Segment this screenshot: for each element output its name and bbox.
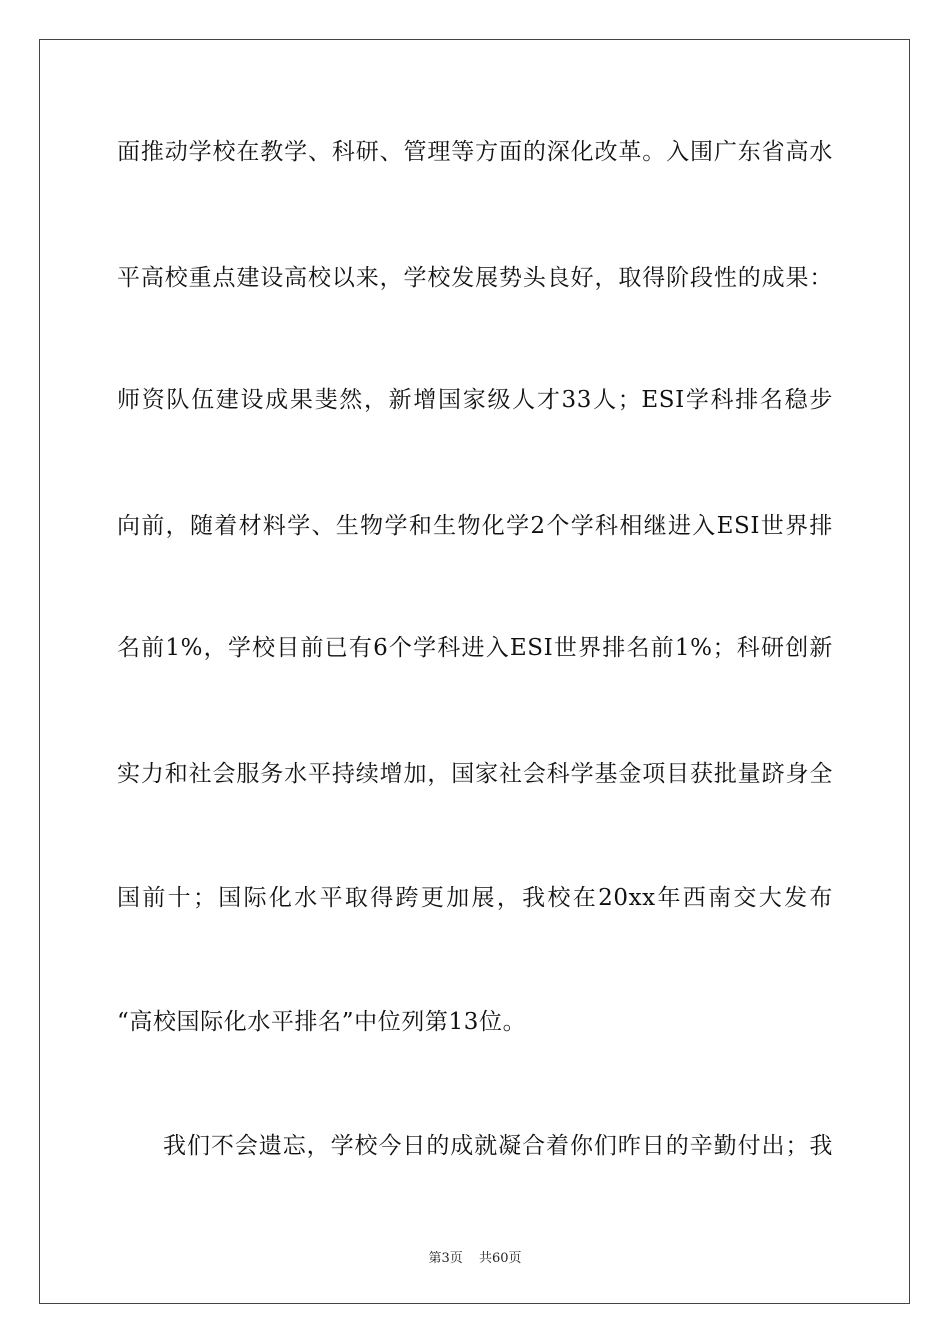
body-text-line-8: “高校国际化水平排名”中位列第13位。	[117, 1009, 527, 1035]
body-text-line-3: 师资队伍建设成果斐然，新增国家级人才33人；ESI学科排名稳步	[117, 387, 833, 413]
paragraph-start-line: 我们不会遗忘，学校今日的成就凝合着你们昨日的辛勤付出；我	[163, 1133, 833, 1159]
page-footer	[0, 1247, 950, 1266]
page-number-total: 共60页	[478, 1251, 522, 1266]
page-number-current: 第3页	[428, 1251, 463, 1266]
body-text-line-6: 实力和社会服务水平持续增加，国家社会科学基金项目获批量跻身全	[117, 761, 833, 787]
body-text-line-7: 国前十；国际化水平取得跨更加展，我校在20xx年西南交大发布	[117, 885, 833, 911]
page-border	[39, 39, 910, 1304]
body-text-line-2: 平高校重点建设高校以来，学校发展势头良好，取得阶段性的成果：	[117, 265, 833, 291]
body-text-line-5: 名前1%，学校目前已有6个学科进入ESI世界排名前1%；科研创新	[117, 635, 833, 661]
body-text-line-1: 面推动学校在教学、科研、管理等方面的深化改革。入围广东省高水	[117, 139, 833, 165]
body-text-line-4: 向前，随着材料学、生物学和生物化学2个学科相继进入ESI世界排	[117, 513, 833, 539]
